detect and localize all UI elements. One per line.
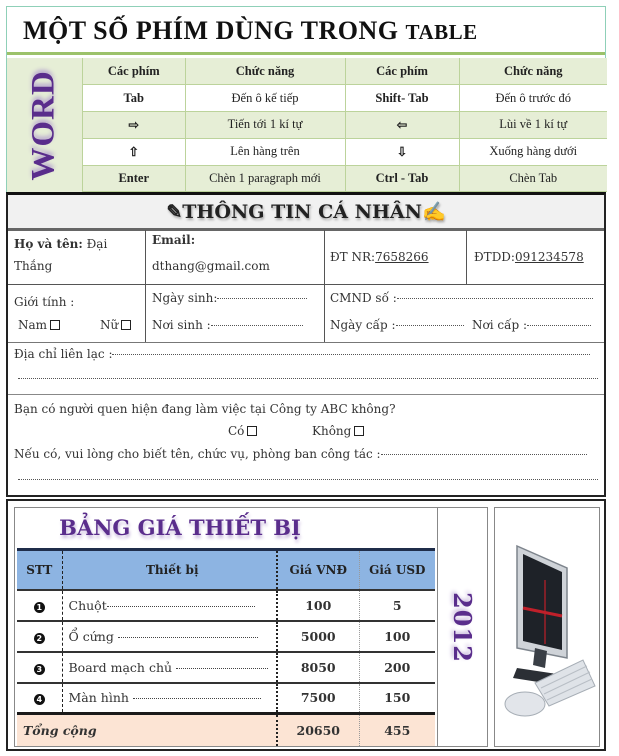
price-vnd: 100 (277, 590, 359, 621)
personal-info-title: ✎THÔNG TIN CÁ NHÂN✍ (8, 195, 604, 230)
header-function-2: Chức năng (459, 58, 607, 85)
number-2-icon: 2 (34, 633, 45, 644)
follow-up-label: Nếu có, vui lòng cho biết tên, chức vụ, phòng ban công tác : (14, 447, 381, 461)
price-row (17, 590, 435, 621)
price-vnd: 5000 (277, 621, 359, 652)
answer-yes-option[interactable] (228, 420, 257, 442)
header-price-vnd: Giá VNĐ (277, 550, 359, 590)
year-label-column (438, 507, 488, 747)
mobile-field[interactable] (474, 246, 584, 268)
shortcuts-title-main: MỘT SỐ PHÍM DÙNG TRONG (23, 16, 406, 45)
full-name-value-last: Thắng (14, 259, 53, 273)
word-label-text: WORD (26, 69, 62, 181)
device-name: Chuột (62, 590, 277, 621)
issue-date-field[interactable] (330, 314, 464, 336)
shortcuts-grid (7, 58, 605, 192)
issue-place-field[interactable] (472, 314, 591, 336)
email-value: dthang@gmail.com (152, 259, 270, 273)
phone-field[interactable] (330, 246, 429, 268)
keyboard-shortcuts-section (6, 6, 606, 192)
gender-label: Giới tính : (14, 295, 75, 309)
follow-up-field[interactable] (14, 443, 587, 465)
full-name-label: Họ và tên: (14, 237, 83, 251)
shortcuts-header-row (83, 58, 607, 85)
key-ctrl-tab: Ctrl - Tab (345, 165, 459, 192)
computer-image-panel (494, 507, 600, 747)
function-text: Đến ô trước đó (459, 85, 607, 112)
address-label: Địa chỉ liên lạc : (14, 347, 113, 361)
number-3-icon: 3 (34, 664, 45, 675)
shortcut-row (83, 85, 607, 112)
function-text: Đến ô kế tiếp (185, 85, 345, 112)
function-text: Tiến tới 1 kí tự (185, 112, 345, 139)
mobile-value: 091234578 (514, 250, 584, 264)
price-usd: 150 (359, 683, 435, 714)
total-vnd: 20650 (277, 714, 359, 746)
arrow-left-icon: ⇦ (345, 112, 459, 139)
price-usd: 100 (359, 621, 435, 652)
price-vnd: 7500 (277, 683, 359, 714)
full-name-field[interactable] (14, 233, 142, 277)
word-side-label (7, 58, 83, 192)
price-row (17, 683, 435, 714)
shortcuts-table (83, 58, 607, 192)
shortcuts-title (7, 7, 605, 55)
checkbox-male[interactable] (50, 320, 60, 330)
address-field[interactable] (14, 343, 590, 365)
pob-field[interactable] (152, 314, 303, 336)
answer-no-option[interactable] (312, 420, 364, 442)
checkbox-yes[interactable] (247, 426, 257, 436)
personal-info-section (6, 192, 606, 497)
number-1-icon: 1 (34, 602, 45, 613)
gender-male-option[interactable] (18, 314, 60, 336)
key-enter: Enter (83, 165, 185, 192)
answer-yes-label: Có (228, 424, 245, 438)
computer-icon (495, 508, 599, 746)
price-row (17, 652, 435, 683)
dob-field[interactable] (152, 287, 307, 309)
issue-date-label: Ngày cấp : (330, 318, 396, 332)
device-name: Màn hình (62, 683, 277, 714)
total-label: Tổng cộng (17, 714, 277, 746)
acquaintance-question: Bạn có người quen hiện đang làm việc tại Công ty ABC không? (14, 402, 396, 416)
header-keys-1: Các phím (83, 58, 185, 85)
price-list-section (6, 499, 606, 751)
checkbox-female[interactable] (121, 320, 131, 330)
price-header-row (17, 550, 435, 590)
checkbox-no[interactable] (354, 426, 364, 436)
number-4-icon: 4 (34, 694, 45, 705)
id-number-field[interactable] (330, 287, 593, 309)
total-row (17, 714, 435, 746)
device-name: Board mạch chủ (62, 652, 277, 683)
gender-female-label: Nữ (100, 318, 119, 332)
price-table (17, 548, 435, 746)
price-usd: 5 (359, 590, 435, 621)
gender-male-label: Nam (18, 318, 48, 332)
email-field[interactable] (152, 229, 322, 277)
gender-female-option[interactable] (100, 314, 131, 336)
mobile-label: ĐTDD: (474, 250, 515, 264)
id-number-label: CMND số : (330, 291, 397, 305)
full-name-value-first: Đại (86, 237, 108, 251)
header-keys-2: Các phím (345, 58, 459, 85)
key-shift-tab: Shift- Tab (345, 85, 459, 112)
function-text: Lùi về 1 kí tự (459, 112, 607, 139)
answer-no-label: Không (312, 424, 352, 438)
follow-up-line-2[interactable] (18, 468, 598, 490)
header-stt: STT (17, 550, 62, 590)
shortcuts-title-table: TABLE (405, 20, 478, 44)
shortcut-row (83, 112, 607, 139)
total-usd: 455 (359, 714, 435, 746)
price-row (17, 621, 435, 652)
function-text: Chèn 1 paragraph mới (185, 165, 345, 192)
price-list-title: BẢNG GIÁ THIẾT BỊ (59, 515, 301, 540)
shortcut-row (83, 138, 607, 165)
header-price-usd: Giá USD (359, 550, 435, 590)
price-table-panel (14, 507, 438, 747)
phone-label: ĐT NR: (330, 250, 376, 264)
arrow-up-icon: ⇧ (83, 138, 185, 165)
key-tab: Tab (83, 85, 185, 112)
function-text: Xuống hàng dưới (459, 138, 607, 165)
price-usd: 200 (359, 652, 435, 683)
header-function-1: Chức năng (185, 58, 345, 85)
email-label: Email: (152, 233, 196, 247)
address-line-2[interactable] (18, 367, 598, 389)
year-label: 2012 (448, 591, 478, 663)
pob-label: Nơi sinh : (152, 318, 211, 332)
arrow-down-icon: ⇩ (345, 138, 459, 165)
issue-place-label: Nơi cấp : (472, 318, 527, 332)
device-name: Ổ cứng (62, 621, 277, 652)
phone-value: 7658266 (375, 250, 429, 264)
function-text: Chèn Tab (459, 165, 607, 192)
arrow-right-icon: ⇨ (83, 112, 185, 139)
dob-label: Ngày sinh: (152, 291, 218, 305)
function-text: Lên hàng trên (185, 138, 345, 165)
price-vnd: 8050 (277, 652, 359, 683)
header-device: Thiết bị (62, 550, 277, 590)
shortcut-row (83, 165, 607, 192)
